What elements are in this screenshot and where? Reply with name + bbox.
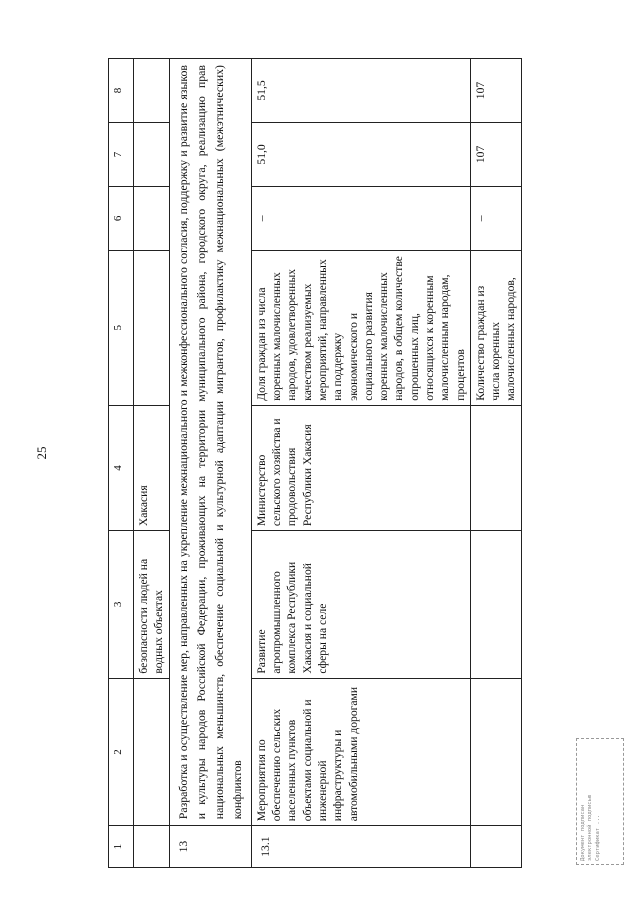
value-cell-7: 107 xyxy=(470,122,521,186)
value-cell-7: 51,0 xyxy=(251,122,470,186)
program-cell: Развитие агропромышленного комплекса Республики Хакасия и социальной сферы на селе xyxy=(251,531,470,679)
header-cell-6: 6 xyxy=(109,186,134,250)
section-title: Разработка и осуществление мер, направленных на укрепление межнационального и межконфессионального согласия, поддержку и развитие языков и культуры народов Российской Федерации, проживающих на территории муниципального района, городского округа, реализацию прав национальных меньшинств, обеспечение социальной и культурной адаптации мигрантов, профилактику межнациональных (межэтнических) конфликтов xyxy=(169,59,251,826)
table-cell: Хакасия xyxy=(134,405,170,530)
row-number: 13.1 xyxy=(251,826,470,868)
value-cell-6: – xyxy=(251,186,470,250)
table-row-continuation xyxy=(134,59,170,868)
signature-stamp xyxy=(576,738,624,865)
document-table xyxy=(108,58,522,868)
header-cell-8: 8 xyxy=(109,59,134,123)
table-header-row xyxy=(109,59,134,868)
table-cell xyxy=(470,405,521,530)
value-cell-8: 107 xyxy=(470,59,521,123)
section-number: 13 xyxy=(169,826,251,868)
value-cell-8: 51,5 xyxy=(251,59,470,123)
table-cell: безопасности людей на водных объектах xyxy=(134,531,170,679)
rotated-page-content xyxy=(108,58,583,868)
header-cell-1: 1 xyxy=(109,826,134,868)
table-cell xyxy=(134,59,170,123)
header-cell-5: 5 xyxy=(109,250,134,405)
table-cell xyxy=(134,250,170,405)
page-number: 25 xyxy=(34,446,49,460)
table-row-section-13 xyxy=(169,59,251,868)
stamp-line: электронной подписью xyxy=(587,794,594,861)
header-cell-7: 7 xyxy=(109,122,134,186)
table-row-13-1 xyxy=(251,59,470,868)
header-cell-3: 3 xyxy=(109,531,134,679)
table-cell xyxy=(470,531,521,679)
table-cell xyxy=(134,186,170,250)
value-cell-6: – xyxy=(470,186,521,250)
table-cell xyxy=(134,678,170,826)
table-cell xyxy=(134,122,170,186)
indicator-cell: Количество граждан из числа коренных малочисленных народов, xyxy=(470,250,521,405)
table-cell xyxy=(134,826,170,868)
table-row-next xyxy=(470,59,521,868)
table-cell xyxy=(470,826,521,868)
stamp-line: Документ подписан xyxy=(580,804,586,861)
table-cell xyxy=(470,678,521,826)
stamp-line: Сертификат ... xyxy=(594,814,601,861)
header-cell-2: 2 xyxy=(109,678,134,826)
header-cell-4: 4 xyxy=(109,405,134,530)
executor-cell: Министерство сельского хозяйства и продовольствия Республики Хакасия xyxy=(251,405,470,530)
measure-cell: Мероприятия по обеспечению сельских населенных пунктов объектами социальной и инженерной инфраструктуры и автомобильными дорогами xyxy=(251,678,470,826)
indicator-cell: Доля граждан из числа коренных малочисленных народов, удовлетворенных качеством реализуемых мероприятий, направленных на поддержку экономического и социального развития коренных малочисленных народов, в общем количестве опрошенных лиц, относящихся к коренным малочисленным народам, процентов xyxy=(251,250,470,405)
